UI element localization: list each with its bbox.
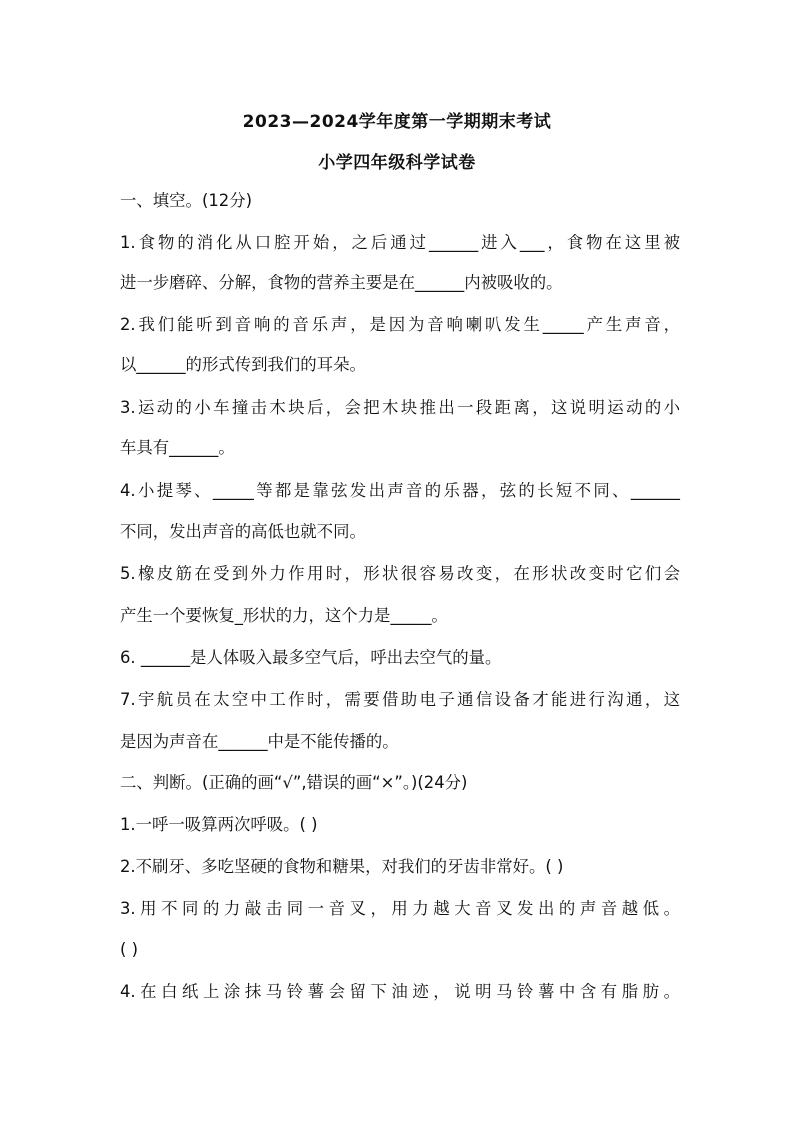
section-heading-fill-in: 一、填空。(12分): [120, 191, 252, 210]
question-line: 6. ______是人体吸入最多空气后，呼出去空气的量。: [120, 648, 502, 667]
question-line: 进一步磨碎、分解，食物的营养主要是在______内被吸收的。: [120, 273, 563, 292]
section-heading-true-false: 二、判断。(正确的画“√”,错误的画“×”。)(24分): [120, 773, 468, 792]
question-line: 不同，发出声音的高低也就不同。: [120, 522, 366, 541]
question-line: 车具有______。: [120, 438, 235, 457]
exam-subtitle: 小学四年级科学试卷: [318, 153, 476, 173]
question-line: 7.宇航员在太空中工作时，需要借助电子通信设备才能进行沟通，这: [120, 690, 680, 709]
question-line: 2.我们能听到音响的音乐声，是因为音响喇叭发生_____产生声音，: [120, 315, 680, 334]
question-line: 1.一呼一吸算两次呼吸。( ): [120, 815, 318, 834]
question-line: 3.用不同的力敲击同一音叉，用力越大音叉发出的声音越低。: [120, 899, 680, 918]
question-line: 以______的形式传到我们的耳朵。: [120, 355, 366, 374]
question-line: 1.食物的消化从口腔开始，之后通过______进入___，食物在这里被: [120, 233, 680, 252]
question-line: 4.小提琴、_____等都是靠弦发出声音的乐器，弦的长短不同、______: [120, 481, 680, 500]
question-line: 5.橡皮筋在受到外力作用时，形状很容易改变，在形状改变时它们会: [120, 564, 680, 583]
question-line: 2.不刷牙、多吃坚硬的食物和糖果，对我们的牙齿非常好。( ): [120, 857, 564, 876]
question-line: 3.运动的小车撞击木块后，会把木块推出一段距离，这说明运动的小: [120, 398, 680, 417]
question-line: 产生一个要恢复_形状的力，这个力是_____。: [120, 606, 448, 625]
question-line: 是因为声音在______中是不能传播的。: [120, 732, 399, 751]
question-line: ( ): [120, 940, 138, 959]
question-line: 4.在白纸上涂抹马铃薯会留下油迹，说明马铃薯中含有脂肪。: [120, 982, 680, 1001]
exam-title: 2023—2024学年度第一学期期末考试: [242, 112, 552, 132]
